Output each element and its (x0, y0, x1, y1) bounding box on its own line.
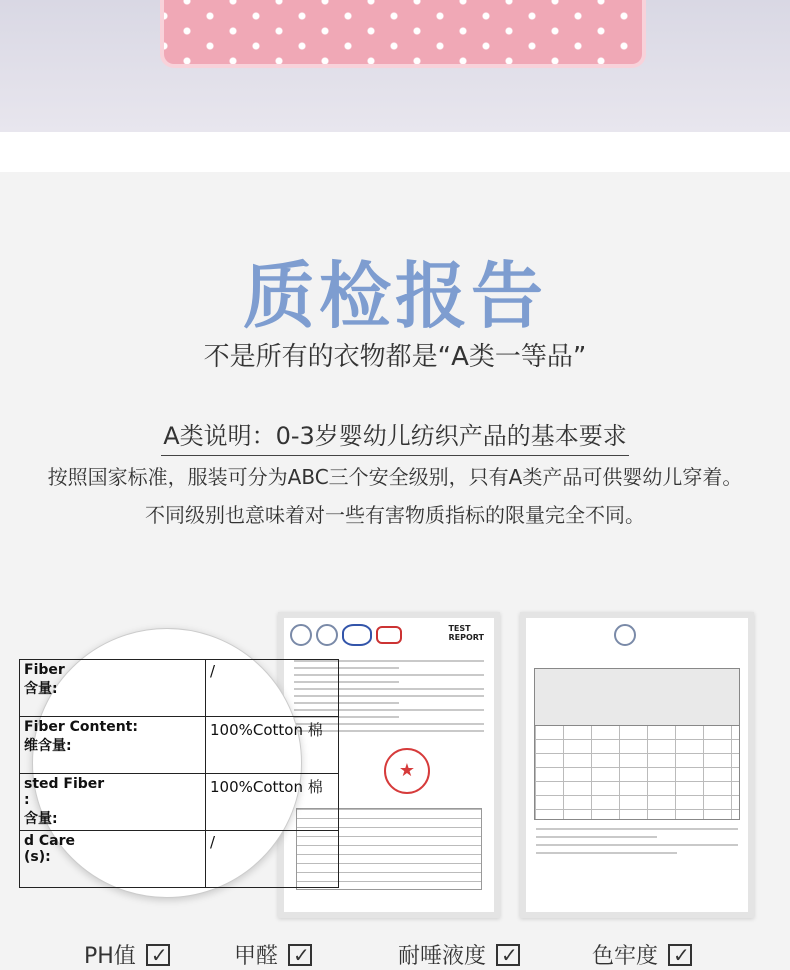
row-value: 100%Cotton 棉 (206, 717, 339, 774)
certification-logos (290, 624, 402, 646)
official-stamp-icon (384, 748, 430, 794)
checkmark-icon (146, 944, 170, 966)
checkmark-icon (288, 944, 312, 966)
check-item-saliva-fastness (398, 944, 520, 970)
bureau-veritas-seal-icon (614, 624, 636, 646)
magnified-fiber-content (24, 628, 323, 898)
check-item-color-fastness (592, 944, 692, 970)
check-label: PH值 (84, 944, 136, 969)
table-row (20, 831, 339, 888)
cma-logo-icon (376, 626, 402, 644)
check-label: 色牢度 (592, 944, 659, 969)
checkmark-icon (496, 944, 520, 966)
check-label: 甲醛 (234, 944, 279, 969)
check-item-formaldehyde (234, 944, 312, 970)
section-heading-text: A类说明：0-3岁婴幼儿纺织产品的基本要求 (161, 416, 629, 456)
page-title: 质检报告 (242, 254, 547, 338)
table-row (20, 660, 339, 717)
row-value: / (206, 831, 339, 888)
subtitle: 不是所有的衣物都是“A类一等品” (203, 342, 587, 372)
cnas-logo-icon (342, 624, 372, 646)
row-label: Fiber Content: 维含量: (20, 717, 206, 774)
row-label: d Care (s): (20, 831, 206, 888)
product-photo (0, 0, 790, 132)
test-items-row (0, 944, 790, 969)
fiber-content-table (19, 659, 339, 888)
test-report-header: TEST REPORT (448, 624, 484, 642)
results-table (534, 668, 740, 820)
table-row (20, 717, 339, 774)
checkmark-icon (668, 944, 692, 966)
ilac-mra-seal-icon (316, 624, 338, 646)
table-row (20, 774, 339, 831)
check-label: 耐唾液度 (398, 944, 487, 969)
bureau-veritas-seal-icon (290, 624, 312, 646)
row-value: 100%Cotton 棉 (206, 774, 339, 831)
description-text: 按照国家标准，服装可分为ABC三个安全级别，只有A类产品可供婴幼儿穿着。不同级别也意味着对一些有害物质指标的限量完全不同。 (47, 465, 743, 527)
row-label: Fiber 含量: (20, 660, 206, 717)
section-heading (0, 416, 790, 456)
divider-band (0, 132, 790, 172)
row-value: / (206, 660, 339, 717)
report-remarks (536, 828, 738, 860)
test-report-page-2 (520, 612, 754, 918)
row-label: sted Fiber : 含量: (20, 774, 206, 831)
pink-blanket-image (160, 0, 646, 68)
certification-logos (614, 624, 636, 646)
check-item-ph (84, 944, 170, 970)
